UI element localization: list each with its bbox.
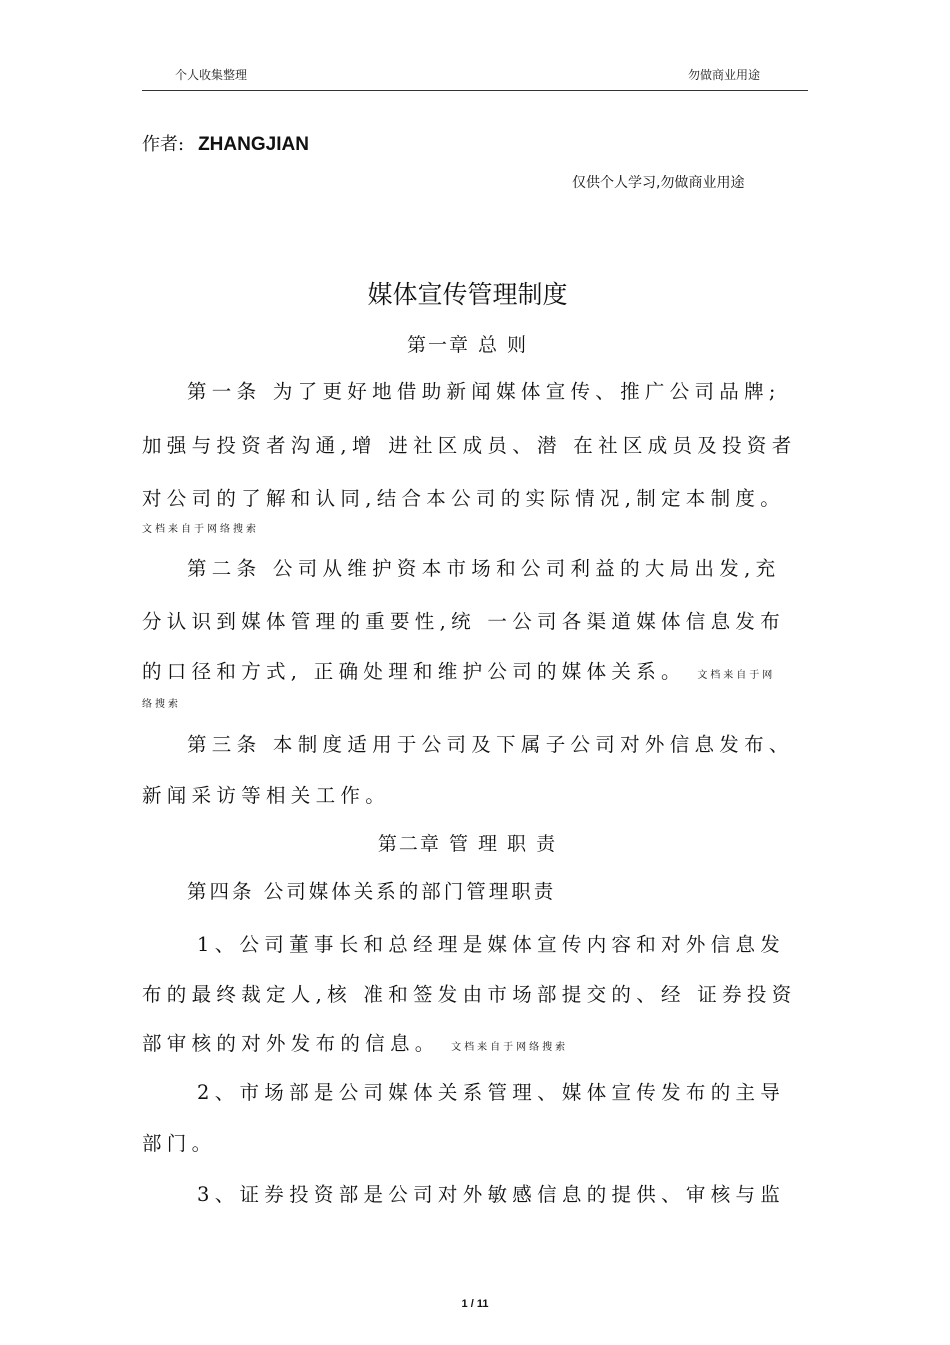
header-rule — [142, 90, 808, 91]
article-2-line-3 — [142, 656, 775, 684]
author-name: ZHANGJIAN — [198, 134, 309, 155]
item-1-line-1: 1、公司董事长和总经理是媒体宣传内容和对外信息发 — [197, 933, 786, 956]
article-4-line-1: 第四条 公司媒体关系的部门管理职责 — [187, 880, 557, 903]
chapter-2-heading: 第二章 管 理 职 责 — [377, 833, 558, 855]
item-3-line-1: 3、证券投资部是公司对外敏感信息的提供、审核与监 — [197, 1183, 786, 1206]
author-line — [142, 130, 309, 156]
article-2-line-1: 第二条 公司从维护资本市场和公司利益的大局出发,充 — [187, 557, 781, 580]
item-1-line-2: 布的最终裁定人,核 准和签发由市场部提交的、经 证券投资 — [142, 983, 797, 1006]
article-1-line-2: 加强与投资者沟通,增 进社区成员、潜 在社区成员及投资者 — [142, 434, 797, 457]
article-1-line-3: 对公司的了解和认同,结合本公司的实际情况,制定本制度。 — [142, 487, 785, 510]
header-left-text: 个人收集整理 — [175, 68, 248, 82]
article-1-source-note: 文档来自于网络搜索 — [142, 524, 259, 535]
header-right-text: 勿做商业用途 — [688, 68, 761, 82]
item-1-line-3-text: 部审核的对外发布的信息。 — [142, 1032, 440, 1055]
author-label: 作者: — [142, 134, 185, 155]
item-2-line-1: 2、市场部是公司媒体关系管理、媒体宣传发布的主导 — [197, 1081, 786, 1104]
document-title: 媒体宣传管理制度 — [367, 280, 568, 309]
article-2-source-note-a: 文档来自于网 — [697, 670, 776, 681]
item-2-line-2: 部门。 — [142, 1132, 217, 1155]
article-2-source-note-b: 络搜索 — [142, 699, 181, 710]
article-3-line-1: 第三条 本制度适用于公司及下属子公司对外信息发布、 — [187, 733, 794, 756]
item-1-line-3 — [142, 1028, 568, 1056]
article-1-line-1: 第一条 为了更好地借助新闻媒体宣传、推广公司品牌; — [187, 380, 781, 403]
article-3-line-2: 新闻采访等相关工作。 — [142, 784, 391, 807]
article-2-line-3-text: 的口径和方式, 正确处理和维护公司的媒体关系。 — [142, 660, 686, 683]
chapter-1-heading: 第一章 总 则 — [406, 334, 529, 356]
page-number: 1 / 11 — [461, 1298, 489, 1310]
disclaimer: 仅供个人学习,勿做商业用途 — [572, 175, 745, 191]
item-1-source-note: 文档来自于网络搜索 — [451, 1042, 569, 1053]
article-2-line-2: 分认识到媒体管理的重要性,统 一公司各渠道媒体信息发布 — [142, 610, 785, 633]
